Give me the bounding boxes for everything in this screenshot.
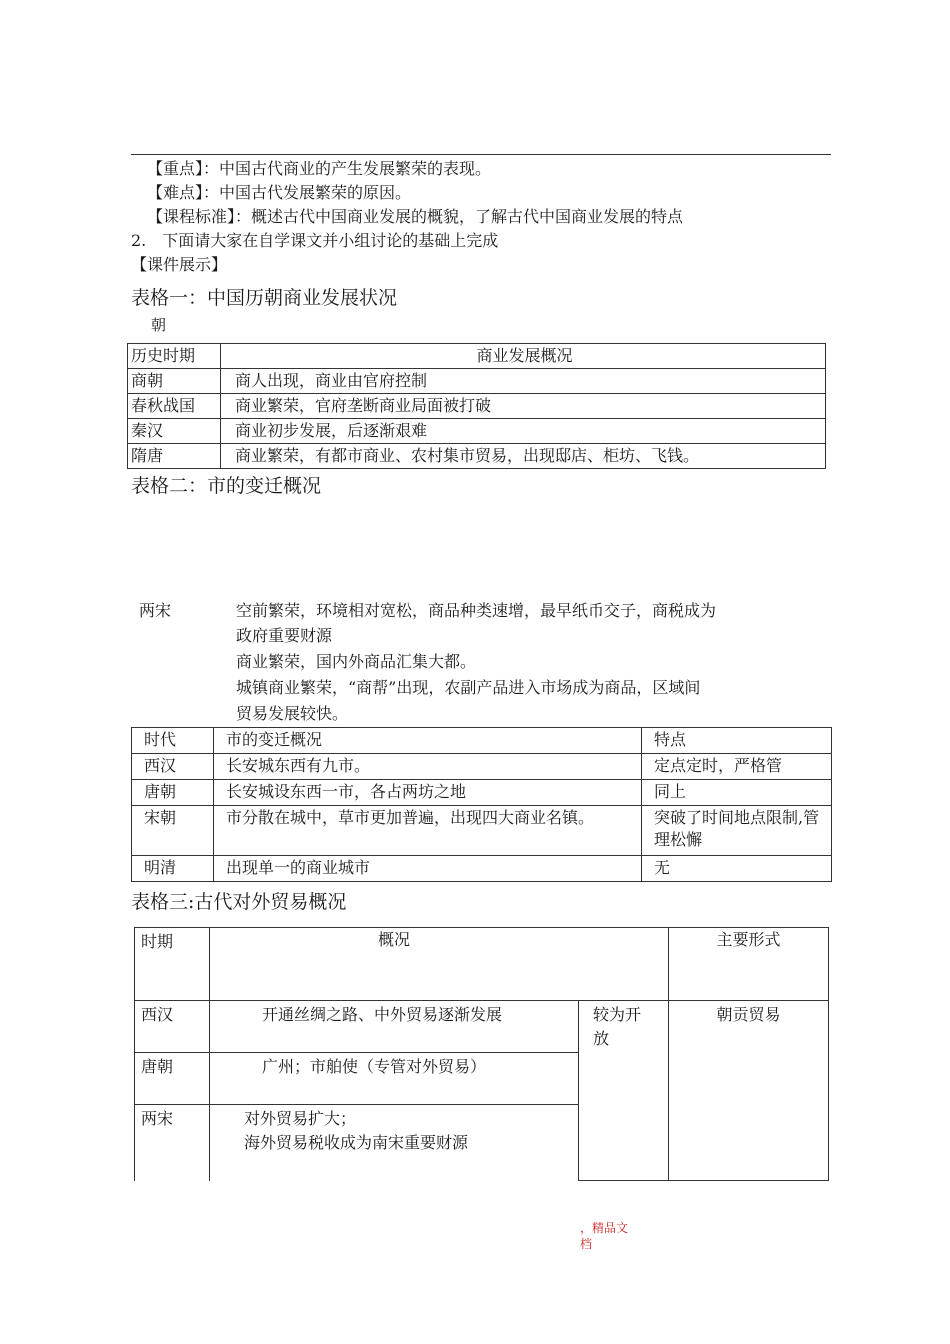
- table2-title: 表格二：市的变迁概况: [131, 475, 322, 497]
- overview-cell: 商业繁荣，有都市商业、农村集市贸易，出现邸店、柜坊、飞钱。: [221, 444, 826, 469]
- change-cell: 出现单一的商业城市: [214, 856, 642, 882]
- mingqing-overview-line-2: 贸易发展较快。: [236, 704, 349, 723]
- table-foreign-trade: [134, 927, 829, 1181]
- focus-line: 【重点】：中国古代商业的产生发展繁荣的表现。: [147, 159, 492, 178]
- song-overview-line-2: 政府重要财源: [236, 626, 333, 645]
- table-row: [128, 444, 826, 469]
- overview-cell: 商人出现，商业由官府控制: [221, 369, 826, 394]
- footer-watermark-line-2: 档: [580, 1237, 593, 1251]
- standard-line: 【课程标准】：概述古代中国商业发展的概貌，了解古代中国商业发展的特点: [147, 207, 684, 226]
- header-overview: 概况: [210, 928, 669, 1001]
- table-row: [135, 1001, 829, 1053]
- header-period: 时期: [135, 928, 210, 1001]
- table1-title: 表格一：中国历朝商业发展状况: [131, 287, 398, 309]
- overview-cell: 商业繁荣，官府垄断商业局面被打破: [221, 394, 826, 419]
- header-main-form: 主要形式: [669, 928, 829, 1001]
- header-overview: 商业发展概况: [221, 344, 826, 369]
- overview-cell: 广州；市舶使（专管对外贸易）: [210, 1053, 579, 1105]
- table-header-row: [128, 344, 826, 369]
- song-period-label: 两宋: [139, 601, 172, 620]
- feature-cell: 突破了时间地点限制,管理松懈: [642, 806, 832, 856]
- era-cell: 唐朝: [132, 780, 214, 806]
- table-row: [132, 754, 832, 780]
- header-features: 特点: [642, 728, 832, 754]
- courseware-line: 【课件展示】: [131, 255, 228, 274]
- period-cell: 商朝: [128, 369, 221, 394]
- header-era: 时代: [132, 728, 214, 754]
- item-2-line: 2. 下面请大家在自学课文并小组讨论的基础上完成: [131, 231, 499, 250]
- table-row: [132, 806, 832, 856]
- feature-cell: 同上: [642, 780, 832, 806]
- header-market-changes: 市的变迁概况: [214, 728, 642, 754]
- stray-char: 朝: [151, 316, 167, 334]
- period-cell: 两宋: [135, 1105, 210, 1181]
- table-row: [132, 780, 832, 806]
- table-row: [128, 394, 826, 419]
- table-market-changes: [131, 727, 832, 882]
- table3-title: 表格三:古代对外贸易概况: [131, 891, 347, 913]
- era-cell: 西汉: [132, 754, 214, 780]
- change-cell: 长安城设东西一市，各占两坊之地: [214, 780, 642, 806]
- table-row: [128, 419, 826, 444]
- table-commerce-history: [127, 343, 826, 469]
- overview-cell: 对外贸易扩大； 海外贸易税收成为南宋重要财源: [210, 1105, 579, 1181]
- policy-cell: 较为开放: [579, 1001, 669, 1181]
- era-cell: 明清: [132, 856, 214, 882]
- mingqing-overview-line-1: 城镇商业繁荣，“商帮”出现，农副产品进入市场成为商品，区域间: [236, 678, 701, 697]
- footer-watermark-line-1: ，精品文: [580, 1221, 629, 1235]
- yuan-overview-line: 商业繁荣，国内外商品汇集大都。: [236, 652, 477, 671]
- change-cell: 市分散在城中，草市更加普遍，出现四大商业名镇。: [214, 806, 642, 856]
- header-period: 历史时期: [128, 344, 221, 369]
- change-cell: 长安城东西有九市。: [214, 754, 642, 780]
- top-rule: [131, 154, 831, 155]
- period-cell: 隋唐: [128, 444, 221, 469]
- feature-cell: 定点定时，严格管: [642, 754, 832, 780]
- table-row: [132, 856, 832, 882]
- table-row: [128, 369, 826, 394]
- period-cell: 西汉: [135, 1001, 210, 1053]
- song-overview-line-1: 空前繁荣，环境相对宽松，商品种类速增，最早纸币交子，商税成为: [236, 601, 717, 620]
- period-cell: 春秋战国: [128, 394, 221, 419]
- period-cell: 秦汉: [128, 419, 221, 444]
- feature-cell: 无: [642, 856, 832, 882]
- difficulty-line: 【难点】：中国古代发展繁荣的原因。: [147, 183, 412, 202]
- table-header-row: [132, 728, 832, 754]
- period-cell: 唐朝: [135, 1053, 210, 1105]
- overview-cell: 商业初步发展，后逐渐艰难: [221, 419, 826, 444]
- overview-cell: 开通丝绸之路、中外贸易逐渐发展: [210, 1001, 579, 1053]
- table-header-row: [135, 928, 829, 1001]
- era-cell: 宋朝: [132, 806, 214, 856]
- main-form-cell: 朝贡贸易: [669, 1001, 829, 1181]
